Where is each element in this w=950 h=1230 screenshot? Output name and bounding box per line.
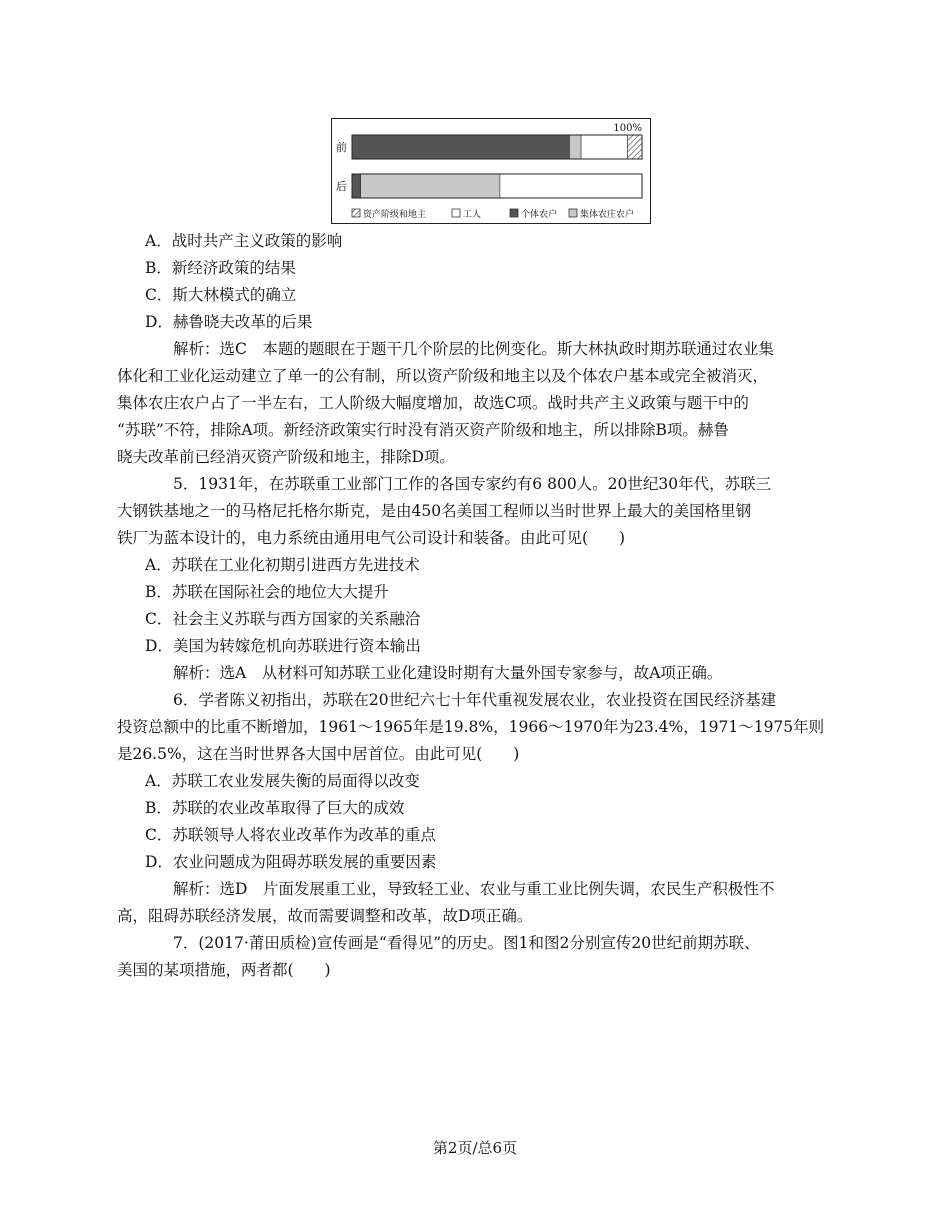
legend-label: 工人: [463, 210, 482, 220]
bar-segment: [352, 135, 570, 159]
legend-swatch: [352, 209, 360, 217]
bar-segment: [500, 174, 642, 198]
content: [117, 228, 825, 984]
legend-swatch: [569, 209, 577, 217]
option-b: B．苏联在国际社会的地位大大提升: [145, 583, 389, 601]
question-stem: 投资总额中的比重不断增加，1961～1965年是19.8%，1966～1970年为23.4%，1971～1975年则: [117, 718, 825, 736]
question-stem: 是26.5%，这在当时世界各大国中居首位。由此可见( ): [117, 745, 520, 763]
option-b: B．新经济政策的结果: [145, 259, 296, 277]
analysis-line: 集体农庄农户占了一半左右，工人阶级大幅度增加，故选C项。战时共产主义政策与题干中的: [117, 394, 749, 412]
question-5: [117, 471, 825, 687]
option-d: D．农业问题成为阻碍苏联发展的重要因素: [145, 853, 437, 871]
bar-segment: [361, 174, 500, 198]
question-6: [117, 687, 825, 930]
legend-label: 个体农户: [521, 210, 558, 220]
q4-options: [145, 228, 825, 336]
legend-label: 资产阶级和地主: [363, 210, 427, 220]
question-stem: 大钢铁基地之一的马格尼托格尔斯克，是由450名美国工程师以当时世界上最大的美国格里钢: [117, 502, 752, 520]
option-c: C．苏联领导人将农业改革作为改革的重点: [145, 826, 436, 844]
legend-swatch: [452, 209, 460, 217]
option-d: D．赫鲁晓夫改革的后果: [145, 313, 313, 331]
question-stem: 美国的某项措施，两者都( ): [117, 961, 331, 979]
chart-svg: [332, 119, 652, 225]
category-label: 后: [336, 180, 347, 193]
analysis-line: 高，阻碍苏联经济发展，故而需要调整和改革，故D项正确。: [117, 907, 533, 925]
category-label: 前: [336, 141, 347, 154]
q4-analysis: [117, 336, 825, 471]
page-footer: 第2页/总6页: [432, 1139, 518, 1157]
bar-segment: [581, 135, 627, 159]
analysis-line: 解析：选D 片面发展重工业，导致轻工业、农业与重工业比例失调，农民生产积极性不: [173, 880, 775, 898]
analysis-line: 晓夫改革前已经消灭资产阶级和地主，排除D项。: [117, 448, 455, 466]
option-d: D．美国为转嫁危机向苏联进行资本输出: [145, 637, 421, 655]
legend-swatch: [510, 209, 518, 217]
analysis-line: 解析：选C 本题的题眼在于题干几个阶层的比例变化。斯大林执政时期苏联通过农业集: [173, 340, 774, 358]
analysis-line: 体化和工业化运动建立了单一的公有制，所以资产阶级和地主以及个体农户基本或完全被消灭，: [117, 367, 769, 385]
option-a: A．苏联在工业化初期引进西方先进技术: [145, 556, 420, 574]
option-b: B．苏联的农业改革取得了巨大的成效: [145, 799, 405, 817]
option-a: A．战时共产主义政策的影响: [145, 232, 343, 250]
legend-label: 集体农庄农户: [580, 210, 635, 220]
percent-label: 100%: [613, 123, 642, 134]
stacked-bar-chart: [331, 118, 651, 224]
question-stem: 5．1931年，在苏联重工业部门工作的各国专家约有6 800人。20世纪30年代，苏联三: [173, 475, 772, 493]
question-stem: 6．学者陈义初指出，苏联在20世纪六七十年代重视发展农业，农业投资在国民经济基建: [173, 691, 777, 709]
bar-segment: [570, 135, 582, 159]
option-a: A．苏联工农业发展失衡的局面得以改变: [145, 772, 420, 790]
question-stem: 铁厂为蓝本设计的，电力系统由通用电气公司设计和装备。由此可见( ): [117, 529, 626, 547]
bar-segment: [628, 135, 643, 159]
bar-segment: [352, 174, 361, 198]
analysis-line: “苏联”不符，排除A项。新经济政策实行时没有消灭资产阶级和地主，所以排除B项。赫鲁: [117, 421, 729, 439]
option-c: C．社会主义苏联与西方国家的关系融洽: [145, 610, 421, 628]
question-stem: 7．(2017·莆田质检)宣传画是“看得见”的历史。图1和图2分别宣传20世纪前期苏联、: [173, 934, 760, 952]
analysis-line: 解析：选A 从材料可知苏联工业化建设时期有大量外国专家参与，故A项正确。: [173, 664, 723, 682]
question-7: [117, 930, 825, 984]
option-c: C．斯大林模式的确立: [145, 286, 297, 304]
